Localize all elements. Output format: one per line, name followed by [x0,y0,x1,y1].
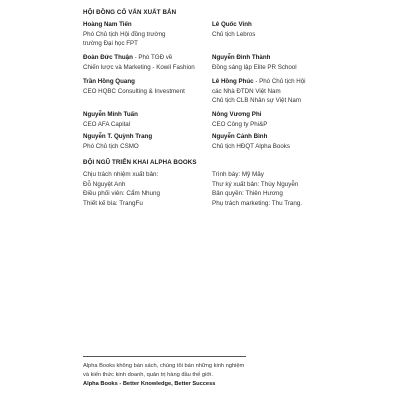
advisor-name: Trần Hồng Quang [83,78,135,85]
team-line: Thư ký xuất bản: Thùy Nguyễn [212,180,299,188]
advisor-name: Đoàn Đức Thuận [83,54,133,61]
advisor-name: Lê Hồng Phúc [212,78,254,85]
advisor-role: - Phó Chủ tịch Hội [253,78,306,85]
advisor-name: Nguyễn T. Quỳnh Trang [83,133,153,140]
advisor-role: Phó Chủ tịch Hội đồng trường [83,30,166,38]
advisor-name: Lê Quốc Vinh [212,21,252,28]
team-line: Điều phối viên: Cẩm Nhung [83,190,161,198]
footer [83,362,343,389]
team-line: Thiết kế bìa: TrangFu [83,200,143,208]
team-line: Chịu trách nhiệm xuất bản: [83,171,159,178]
team-column-left [83,170,213,209]
footer-tagline: Alpha Books - Better Knowledge, Better Success [83,381,216,387]
advisor-entry [83,20,213,49]
team-line: Phụ trách marketing: Thu Trang. [212,200,303,208]
advisor-role: CEO HQBC Consulting & Investment [83,87,185,95]
advisor-role: CEO AFA Capital [83,120,131,128]
advisor-role: Chủ tịch HĐQT Alpha Books [212,142,290,150]
advisor-role: Chủ tịch Lebros [212,30,256,38]
advisor-name: Hoàng Nam Tiến [83,21,132,28]
advisory-board-title: HỘI ĐỒNG CỐ VẤN XUẤT BẢN [83,9,177,16]
advisor-name: Nguyễn Cảnh Bình [212,133,268,140]
team-column-right [212,170,342,209]
team-line: Trình bày: Mỹ Mây [212,171,264,178]
advisor-role: Chiến lược và Marketing - Kowil Fashion [83,63,195,71]
advisor-entry [212,53,342,72]
advisor-entry [212,20,342,39]
advisor-role: Phó Chủ tịch CSMO [83,142,139,150]
advisor-role: Đồng sáng lập Elite PR School [212,63,297,71]
advisor-role: CEO Công ty Phi&P [212,120,268,128]
team-title: ĐỘI NGŨ TRIỂN KHAI ALPHA BOOKS [83,159,197,166]
team-line: Đỗ Nguyệt Anh [83,180,126,188]
advisor-entry [83,110,213,129]
advisor-role: Chủ tịch CLB Nhân sự Việt Nam [212,97,301,104]
advisor-name: Nguyễn Minh Tuấn [83,111,138,118]
footer-divider [83,356,246,357]
advisor-entry [212,132,342,151]
advisor-entry [83,77,213,96]
advisor-role: trường Đại học FPT [83,40,138,47]
advisor-name: Nông Vương Phi [212,111,262,118]
team-line: Bản quyền: Thiên Hương [212,190,283,198]
advisor-entry [83,53,213,72]
advisor-role: các Nhà ĐTDN Việt Nam [212,87,281,95]
footer-text: và kiến thức kinh doanh, quản trị hàng đầu thế giới. [83,372,213,378]
advisor-entry [212,110,342,129]
advisor-entry [212,77,342,106]
advisor-role: - Phó TGĐ về [132,54,173,61]
advisor-name: Nguyễn Đình Thành [212,54,271,61]
footer-text: Alpha Books không bán sách, chúng tôi bán những kinh nghiệm [83,363,245,369]
advisor-entry [83,132,213,151]
